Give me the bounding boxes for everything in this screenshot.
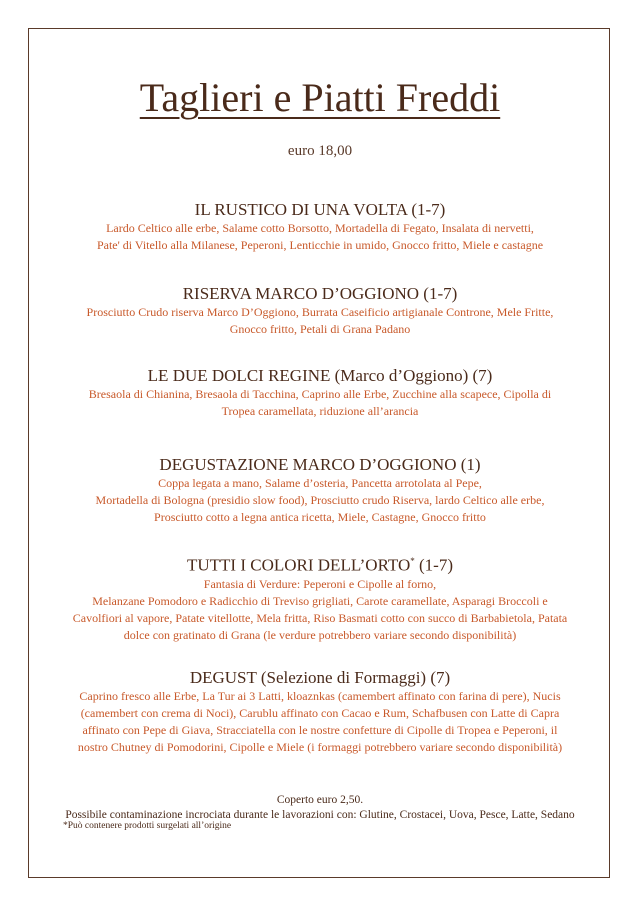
- section-title: DEGUSTAZIONE MARCO D’OGGIONO (1): [159, 455, 481, 474]
- frozen-footnote: *Può contenere prodotti surgelati all’origine: [63, 821, 232, 831]
- section-title: [60, 551, 580, 576]
- description-line: (camembert con crema di Noci), Carublu affinato con Cacao e Rum, Schafbusen con Latte di Capra: [80, 706, 560, 720]
- page-title: Taglieri e Piatti Freddi: [139, 75, 501, 120]
- description-line: Bresaola di Chianina, Bresaola di Tacchina, Caprino alle Erbe, Zucchine alla scapece, Cipolla di: [88, 387, 552, 401]
- description-line: Fantasia di Verdure: Peperoni e Cipolle al forno,: [203, 576, 437, 591]
- description-line: Lardo Celtico alle erbe, Salame cotto Borsotto, Mortadella di Fegato, Insalata di nervetti,: [106, 221, 534, 235]
- coperto-note: Coperto euro 2,50.: [276, 794, 364, 806]
- description-line: Prosciutto cotto a legna antica ricetta, Miele, Castagne, Gnocco fritto: [154, 510, 486, 524]
- description-line: nostro Chutney di Pomodorini, Cipolle e Miele (i formaggi potrebbero variare secondo disponibilità): [77, 740, 563, 754]
- menu-section: [60, 668, 580, 756]
- section-description: [60, 386, 580, 420]
- section-description: [60, 576, 580, 644]
- description-line: Tropea caramellata, riduzione all’arancia: [221, 404, 419, 418]
- menu-section: [60, 455, 580, 526]
- menu-section: [60, 366, 580, 420]
- description-line: Caprino fresco alle Erbe, La Tur ai 3 Latti, kloaznkas (camembert affinato con farina di pere), Nucis: [79, 689, 561, 703]
- section-title: LE DUE DOLCI REGINE (Marco d’Oggiono) (7): [147, 366, 493, 385]
- description-line: dolce con gratinato di Grana (le verdure potrebbero variare secondo disponibilità): [123, 627, 517, 642]
- section-title-tail: (1-7): [414, 555, 453, 575]
- allergen-note: Possibile contaminazione incrociata durante le lavorazioni con: Glutine, Crostacei, Uova, Pesce, Latte, Sedano: [65, 809, 575, 821]
- section-description: [60, 220, 580, 254]
- section-title: RISERVA MARCO D’OGGIONO (1-7): [182, 284, 458, 303]
- description-line: Gnocco fritto, Petali di Grana Padano: [229, 322, 411, 336]
- section-description: [60, 475, 580, 526]
- menu-section: [60, 551, 580, 644]
- section-title-text: TUTTI I COLORI DELL’ORTO: [187, 555, 411, 575]
- footer: [60, 793, 580, 823]
- frozen-mark: *: [410, 556, 415, 566]
- price: euro 18,00: [287, 143, 353, 159]
- description-line: Coppa legata a mano, Salame d’osteria, Pancetta arrotolata al Pepe,: [158, 476, 482, 490]
- menu-section: [60, 200, 580, 254]
- description-line: affinato con Pepe di Giava, Stracciatella con le nostre confetture di Cipolle di Tropea e Peperoni, il: [82, 723, 558, 737]
- section-title: IL RUSTICO DI UNA VOLTA (1-7): [194, 200, 446, 219]
- menu-section: [60, 284, 580, 338]
- description-line: Pate' di Vitello alla Milanese, Peperoni, Lenticchie in umido, Gnocco fritto, Miele e castagne: [96, 238, 544, 252]
- description-line: Mortadella di Bologna (presidio slow food), Prosciutto crudo Riserva, lardo Celtico alle erbe,: [95, 493, 545, 507]
- description-line: Melanzane Pomodoro e Radicchio di Treviso grigliati, Carote caramellate, Asparagi Broccoli e: [92, 593, 548, 608]
- section-description: [60, 304, 580, 338]
- description-line: Cavolfiori al vapore, Patate vitellotte, Mela fritta, Riso Basmati cotto con succo di Barbabietola, Patata: [72, 610, 568, 625]
- section-description: [60, 688, 580, 756]
- description-line: Prosciutto Crudo riserva Marco D’Oggiono, Burrata Caseificio artigianale Controne, Mele Fritte,: [86, 305, 554, 319]
- section-title: DEGUST (Selezione di Formaggi) (7): [189, 668, 451, 687]
